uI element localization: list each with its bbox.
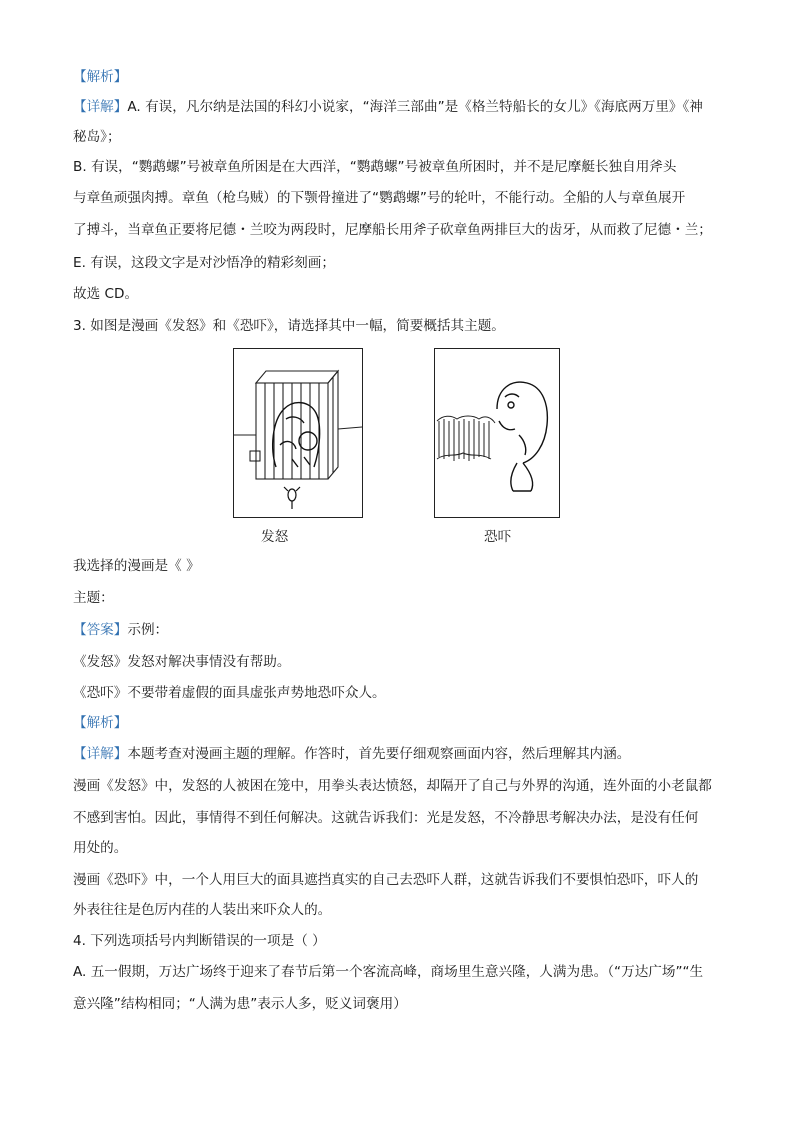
theme-line: 主题： (73, 590, 114, 606)
answer-anger: 《发怒》发怒对解决事情没有帮助。 (73, 654, 291, 670)
detail-2-line3: 不感到害怕。因此，事情得不到任何解决。这就告诉我们：光是发怒，不冷静思考解决办法，是没有任何 (73, 810, 699, 826)
choose-comic-line: 我选择的漫画是《 》 (73, 558, 200, 574)
section-analysis-tag-2: 【解析】 (73, 715, 128, 731)
comic-figure-anger (233, 348, 363, 518)
detail-tag: 【详解】 (73, 99, 128, 115)
detail-2-line2: 漫画《发怒》中，发怒的人被困在笼中，用拳头表达愤怒，却隔开了自己与外界的沟通，连外面的小老鼠都 (73, 778, 712, 794)
option-b-line3: 了搏斗，当章鱼正要将尼德・兰咬为两段时，尼摩船长用斧子砍章鱼两排巨大的齿牙，从而救了尼德・兰； (73, 222, 712, 238)
comic-intimidation-drawing (435, 349, 559, 517)
option-e-line: E. 有误，这段文字是对沙悟净的精彩刻画； (73, 255, 335, 271)
question-4-option-a-line2: 意兴隆”结构相同；“人满为患”表示人多，贬义词褒用） (73, 996, 407, 1012)
section-analysis-tag: 【解析】 (73, 69, 128, 85)
detail-text: A. 有误，凡尔纳是法国的科幻小说家，“海洋三部曲”是《格兰特船长的女儿》《海底两万里》《神 (127, 99, 703, 115)
detail-paragraph-a (73, 97, 723, 117)
detail-2-line5: 漫画《恐吓》中，一个人用巨大的面具遮挡真实的自己去恐吓人群，这就告诉我们不要惧怕恐吓，吓人的 (73, 872, 699, 888)
comic-caption-anger: 发怒 (261, 529, 289, 545)
detail-2-line4: 用处的。 (73, 840, 128, 856)
comic-caption-intimidation: 恐吓 (484, 529, 512, 545)
detail-tag-2: 【详解】 (73, 746, 128, 762)
answer-example-label: 示例： (127, 622, 169, 638)
answer-tag-line (73, 620, 723, 640)
option-b-line1: B. 有误，“鹦鹉螺”号被章鱼所困是在大西洋，“鹦鹉螺”号被章鱼所困时，并不是尼摩艇长独自用斧头 (73, 159, 677, 175)
comic-anger-drawing (234, 349, 362, 517)
comic-figure-intimidation (434, 348, 560, 518)
answer-intimidation: 《恐吓》不要带着虚假的面具虚张声势地恐吓众人。 (73, 685, 386, 701)
detail-2-text: 本题考查对漫画主题的理解。作答时，首先要仔细观察画面内容，然后理解其内涵。 (127, 746, 631, 762)
question-4-stem: 4. 下列选项括号内判断错误的一项是（ ） (73, 933, 326, 949)
answer-choice-line: 故选 CD。 (73, 286, 139, 302)
question-4-option-a-line1: A. 五一假期，万达广场终于迎来了春节后第一个客流高峰，商场里生意兴隆，人满为患。（“万达广场”“生 (73, 964, 704, 980)
option-b-line2: 与章鱼顽强肉搏。章鱼（枪乌贼）的下颚骨撞进了“鹦鹉螺”号的轮叶，不能行动。全船的人与章鱼展开 (73, 190, 686, 206)
detail-2-line6: 外表往往是色厉内荏的人装出来吓众人的。 (73, 902, 332, 918)
detail-2-line1 (73, 744, 723, 764)
detail-paragraph-a-line2: 秘岛》； (73, 129, 121, 145)
answer-tag: 【答案】 (73, 622, 128, 638)
question-3-stem: 3. 如图是漫画《发怒》和《恐吓》，请选择其中一幅，简要概括其主题。 (73, 318, 505, 334)
